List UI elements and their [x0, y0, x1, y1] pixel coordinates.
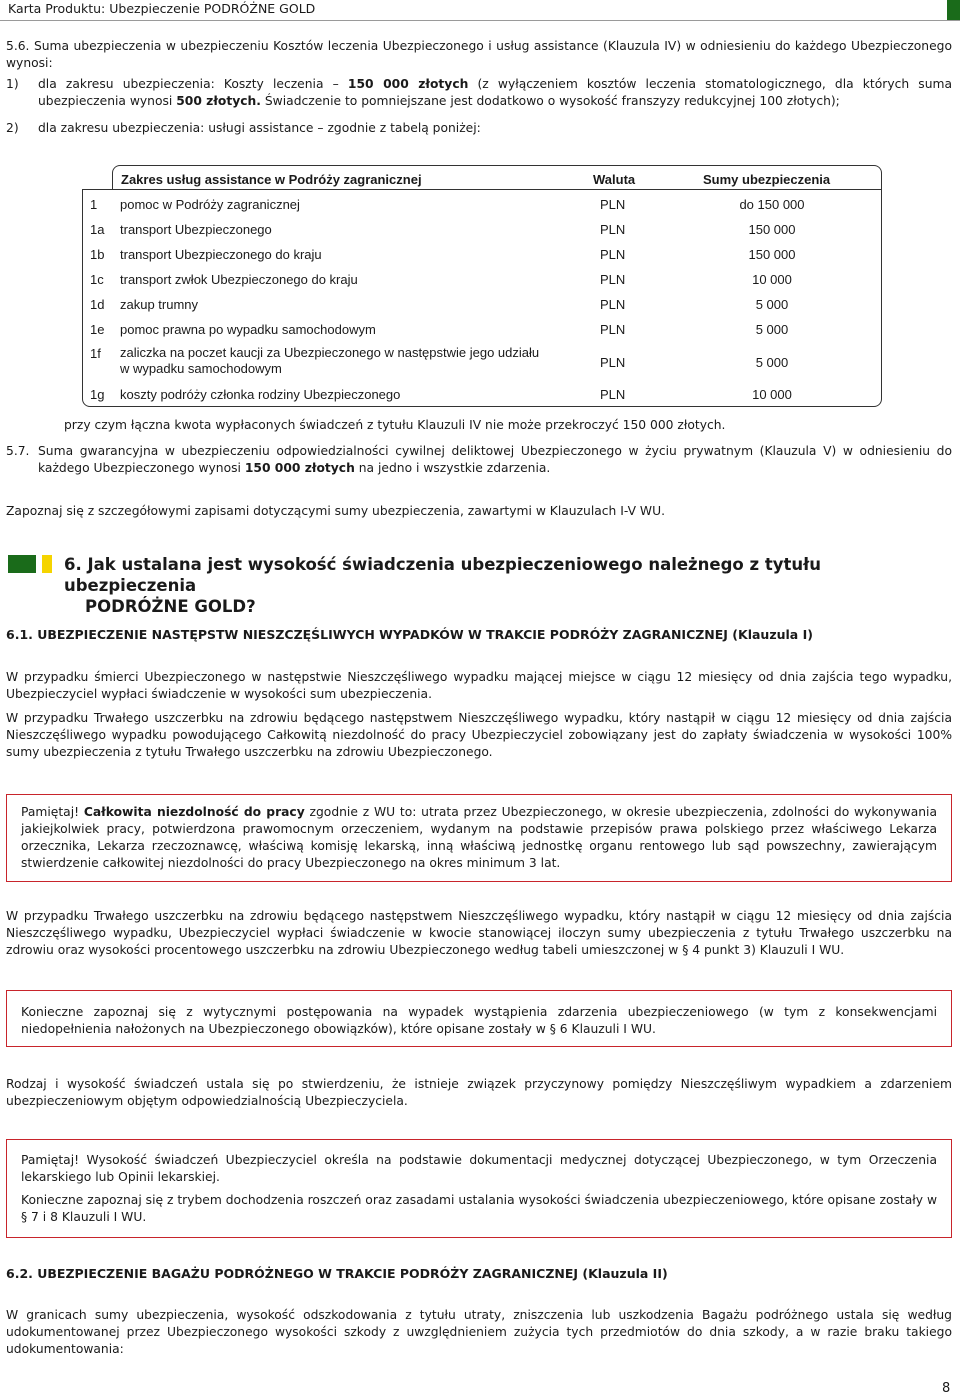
item-1-text-e: Świadczenie to pomniejszane jest dodatkowo o wysokość franszyzy redukcyjnej 100 złotych); — [260, 94, 840, 108]
paragraph-death-benefit: W przypadku śmierci Ubezpieczonego w następstwie Nieszczęśliwego wypadku mającej miejsce w ciągu 12 miesięcy od dnia zajścia tego wypadku, Ubezpieczyciel wypłaci świadczenie w wysokości sum ubezpieczenia. — [6, 670, 952, 701]
section-marker-green — [8, 555, 36, 573]
reminder-label: Pamiętaj! — [21, 805, 84, 819]
reminder-box-guidelines-text: Konieczne zapoznaj się z wytycznymi postępowania na wypadek wystąpienia zdarzenia ubezpieczeniowego (w tym z konsekwencjami niedopełnienia nałożonych na Ubezpieczonego obowiązków), które opisane zostały w § 6 Klauzuli I WU. — [21, 1005, 937, 1036]
item-1-text-c: (z wyłączeniem kosztów leczenia stomatologicznego, dla których suma ubezpieczenia wynosi — [38, 77, 952, 108]
item-1-amount: 150 000 złotych — [347, 77, 469, 91]
subsection-6-1-heading: 6.1. UBEZPIECZENIE NASTĘPSTW NIESZCZĘŚLIWYCH WYPADKÓW W TRAKCIE PODRÓŻY ZAGRANICZNEJ (Klauzula I) — [6, 627, 813, 642]
section-5-6-item-2 — [6, 120, 952, 138]
section-6-heading-line-2: PODRÓŻNE GOLD? — [85, 597, 256, 616]
reminder-box-medical-documentation — [6, 1139, 952, 1238]
section-5-7-text-a: Suma gwarancyjna w ubezpieczeniu odpowiedzialności cywilnej deliktowej Ubezpieczonego w życiu prywatnym (Klauzula V) w odniesieniu do każdego Ubezpieczonego wynosi — [38, 444, 952, 475]
section-6-heading — [64, 554, 944, 617]
row-sum: 5 000 — [755, 322, 789, 337]
table-row — [82, 345, 882, 381]
item-1-label: 1) — [6, 77, 19, 91]
reminder-box-medical-text: Pamiętaj! Wysokość świadczeń Ubezpieczyciel określa na podstawie dokumentacji medycznej dotyczącej Ubezpieczonego, w tym Orzeczenia lekarskiego lub Opinii lekarskiej. — [21, 1153, 937, 1184]
reference-note: Zapoznaj się z szczegółowymi zapisami dotyczącymi sumy ubezpieczenia, zawartymi w Klauzulach I-V WU. — [6, 504, 665, 518]
reminder-box-text — [21, 804, 937, 872]
paragraph-causal-link: Rodzaj i wysokość świadczeń ustala się po stwierdzeniu, że istnieje związek przyczynowy pomiędzy Nieszczęśliwym wypadkiem a zdarzeniem ubezpieczeniowym objętym odpowiedzialnością Ubezpieczyciela. — [6, 1077, 952, 1108]
row-currency: PLN — [600, 197, 626, 212]
section-marker-yellow — [42, 555, 52, 573]
row-id: 1a — [90, 222, 105, 237]
row-name: transport Ubezpieczonego do kraju — [120, 247, 322, 262]
item-1-text — [38, 76, 952, 110]
row-id: 1e — [90, 322, 105, 337]
row-sum: 10 000 — [752, 272, 792, 287]
item-1-dental-amount: 500 złotych. — [176, 94, 261, 108]
row-id: 1f — [90, 346, 101, 361]
reminder-box-guidelines — [6, 990, 952, 1047]
table-header-scope: Zakres usług assistance w Podróży zagranicznej — [121, 172, 422, 187]
reminder-definition: zgodnie z WU to: utrata przez Ubezpieczonego, w okresie ubezpieczenia, zdolności do wykonywania jakiejkolwiek pracy, potwierdzona prawomocnym orzeczeniem, wydanym na podstawie przepisów prawa polskiego przez właściwego Lekarza orzecznika, Lekarza rzeczoznawcę, właściwą komisję lekarską, inną właściwą jednostkę organu rentowego lub sąd powszechny, zawierającym stwierdzenie całkowitej niezdolności do pracy Ubezpieczonego na okres minimum 3 lat. — [21, 805, 937, 870]
row-sum: 150 000 — [748, 247, 796, 262]
section-6-heading-line-1: 6. Jak ustalana jest wysokość świadczenia ubezpieczeniowego należnego z tytułu ubezpieczenia — [64, 555, 821, 595]
row-id: 1c — [90, 272, 104, 287]
row-name: zakup trumny — [120, 297, 199, 312]
row-name: zaliczka na poczet kaucji za Ubezpieczonego w następstwie jego udziału w wypadku samochodowym — [120, 345, 540, 376]
row-currency: PLN — [600, 247, 626, 262]
row-name: pomoc prawna po wypadku samochodowym — [120, 322, 376, 337]
item-2-text: dla zakresu ubezpieczenia: usługi assistance – zgodnie z tabelą poniżej: — [38, 121, 481, 135]
row-name: koszty podróży członka rodziny Ubezpieczonego — [120, 387, 401, 402]
reminder-box-claims-text: Konieczne zapoznaj się z trybem dochodzenia roszczeń oraz zasadami ustalania wysokości świadczenia ubezpieczeniowego, które opisane zostały w § 7 i 8 Klauzuli I WU. — [21, 1193, 937, 1224]
table-header-frame — [112, 165, 882, 189]
assistance-table — [82, 165, 882, 407]
subsection-6-2-heading: 6.2. UBEZPIECZENIE BAGAŻU PODRÓŻNEGO W TRAKCIE PODRÓŻY ZAGRANICZNEJ (Klauzula II) — [6, 1266, 668, 1281]
header-rule — [0, 20, 960, 21]
row-sum: 5 000 — [755, 355, 789, 370]
paragraph-total-disability: W przypadku Trwałego uszczerbku na zdrowiu będącego następstwem Nieszczęśliwego wypadku, który nastąpił w ciągu 12 miesięcy od dnia zajścia Nieszczęśliwego wypadku powodującego Całkowitą niezdolność do pracy Ubezpieczyciel zobowiązany jest do zapłaty świadczenia w wysokości 100% sumy ubezpieczenia z tytułu Trwałego uszczerbku na zdrowiu Ubezpieczonego. — [6, 711, 952, 759]
row-sum: 10 000 — [752, 387, 792, 402]
row-sum: 150 000 — [748, 222, 796, 237]
row-currency: PLN — [600, 387, 626, 402]
section-5-6-number: 5.6. — [6, 39, 30, 53]
row-sum: do 150 000 — [739, 197, 805, 212]
paragraph-permanent-injury: W przypadku Trwałego uszczerbku na zdrowiu będącego następstwem Nieszczęśliwego wypadku, który nastąpił w ciągu 12 miesięcy od dnia zajścia Nieszczęśliwego wypadku, Ubezpieczyciel wypłaci świadczenie w kwocie stanowiącej iloczyn sumy ubezpieczenia z tytułu Trwałego uszczerbku na zdrowiu oraz wysokości procentowego uszczerbku na zdrowiu Ubezpieczonego według tabeli umieszczonej w § 4 punkt 3) Klauzuli I WU. — [6, 909, 952, 957]
section-5-7-number: 5.7. — [6, 444, 30, 458]
row-currency: PLN — [600, 222, 626, 237]
row-currency: PLN — [600, 322, 626, 337]
table-header-currency: Waluta — [593, 172, 636, 187]
row-id: 1d — [90, 297, 105, 312]
row-id: 1 — [90, 197, 98, 212]
row-id: 1b — [90, 247, 105, 262]
page-number: 8 — [942, 1381, 951, 1396]
row-name: transport Ubezpieczonego — [120, 222, 272, 237]
row-currency: PLN — [600, 297, 626, 312]
header-accent-mark — [947, 0, 960, 20]
row-id: 1g — [90, 387, 105, 402]
table-header-sum: Sumy ubezpieczenia — [703, 172, 831, 187]
row-name: transport zwłok Ubezpieczonego do kraju — [120, 272, 358, 287]
row-currency: PLN — [600, 272, 626, 287]
section-5-6 — [6, 38, 952, 72]
row-name: pomoc w Podróży zagranicznej — [120, 197, 300, 212]
section-5-7-text — [38, 443, 952, 477]
reminder-box-total-disability — [6, 794, 952, 882]
row-sum: 5 000 — [755, 297, 789, 312]
row-currency: PLN — [600, 355, 626, 370]
item-2-label: 2) — [6, 121, 19, 135]
document-header-title: Karta Produktu: Ubezpieczenie PODRÓŻNE GOLD — [8, 1, 316, 16]
table-note: przy czym łączna kwota wypłaconych świadczeń z tytułu Klauzuli IV nie może przekroczyć 150 000 złotych. — [64, 418, 726, 432]
paragraph-baggage: W granicach sumy ubezpieczenia, wysokość odszkodowania z tytułu utraty, zniszczenia lub uszkodzenia Bagażu podróżnego ustala się według udokumentowanej przez Ubezpieczonego wysokości szkody z uwzględnieniem zużycia tych przedmiotów do dnia szkody, a w razie braku takiego udokumentowania: — [6, 1308, 952, 1356]
section-5-6-text: Suma ubezpieczenia w ubezpieczeniu Kosztów leczenia Ubezpieczonego i usług assistance (Klauzula IV) w odniesieniu do każdego Ubezpieczonego wynosi: — [6, 39, 952, 70]
section-5-6-item-1 — [6, 76, 952, 112]
section-5-7-text-c: na jedno i wszystkie zdarzenia. — [354, 461, 551, 475]
item-1-text-a: dla zakresu ubezpieczenia: Koszty leczenia – — [38, 77, 348, 91]
section-5-7-amount: 150 000 złotych — [244, 461, 355, 475]
reminder-term: Całkowita niezdolność do pracy — [83, 805, 305, 819]
